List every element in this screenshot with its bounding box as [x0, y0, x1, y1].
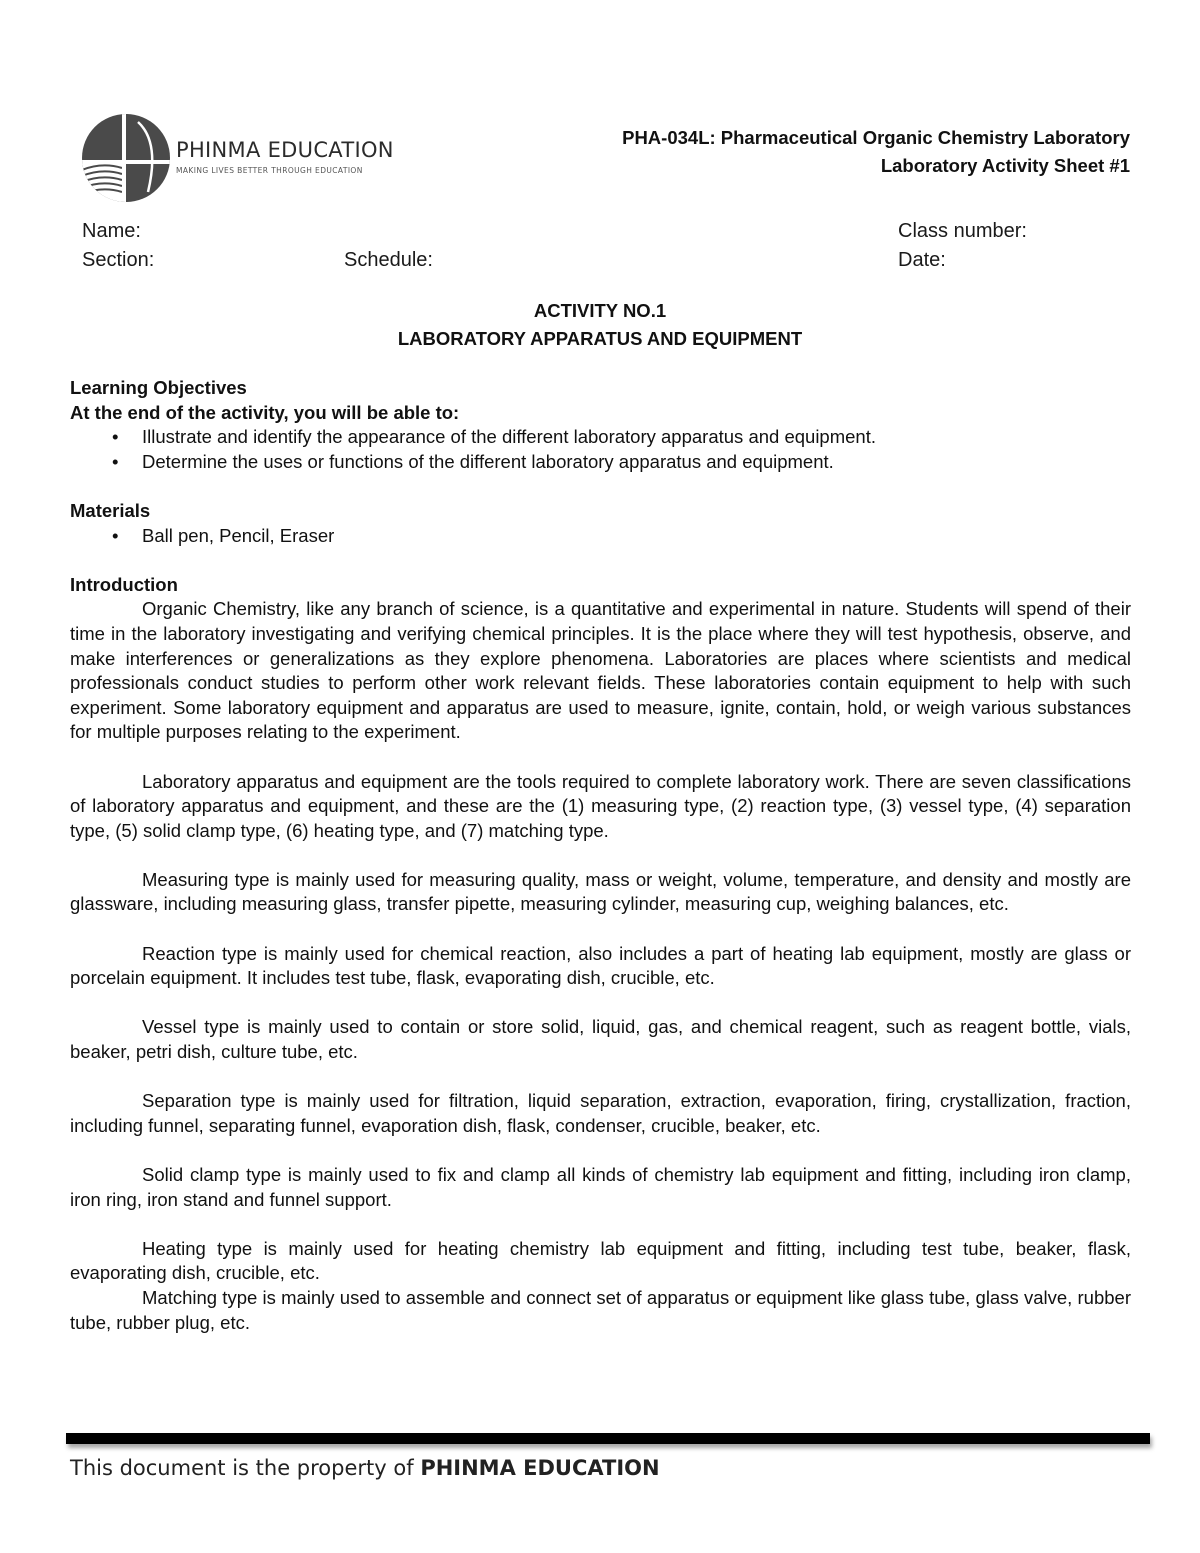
phinma-globe-icon	[78, 112, 174, 204]
intro-paragraph: Solid clamp type is mainly used to fix and clamp all kinds of chemistry lab equipment and fitting, including iron clamp, iron ring, iron stand and funnel support.	[70, 1164, 1131, 1210]
activity-title: LABORATORY APPARATUS AND EQUIPMENT	[397, 328, 803, 349]
intro-paragraph: Heating type is mainly used for heating chemistry lab equipment and fitting, including test tube, beaker, flask, evaporating dish, crucible, etc.	[70, 1237, 1131, 1284]
intro-paragraph: Vessel type is mainly used to contain or store solid, liquid, gas, and chemical reagent, such as reagent bottle, vials, beaker, petri dish, culture tube, etc.	[70, 1016, 1131, 1063]
list-item: • Determine the uses or functions of the different laboratory apparatus and equipment.	[70, 450, 1131, 475]
list-item: • Illustrate and identify the appearance of the different laboratory apparatus and equipment.	[70, 425, 1131, 450]
intro-paragraph: Laboratory apparatus and equipment are the tools required to complete laboratory work. There are seven classifications of laboratory apparatus and equipment, and these are the (1) measuring type, (2) reaction type, (3) vessel type, (4) separation type, (5) solid clamp type, (6) heating type, and (7) matching type.	[70, 770, 1131, 841]
footer-divider	[66, 1433, 1150, 1444]
section-label: Section:	[82, 249, 155, 271]
intro-paragraph: Matching type is mainly used to assemble and connect set of apparatus or equipment like glass tube, glass valve, rubber tube, rubber plug, etc.	[70, 1286, 1131, 1333]
intro-paragraph: Organic Chemistry, like any branch of science, is a quantitative and experimental in nature. Students will spend of their time in the laboratory investigating and verifying chemical principles. It is the place where they will test hypothesis, observe, and make interferences or generalizations as they explore phenomena. Laboratories are places where scientists and medical professionals conduct studies to perform other work relevant fields. These laboratories contain equipment to help with such experiment. Some laboratory equipment and apparatus are used to measure, ignite, contain, hold, or weigh various substances for multiple purposes relating to the experiment.	[70, 598, 1131, 743]
sheet-title: Laboratory Activity Sheet #1	[880, 155, 1130, 176]
intro-paragraph: Measuring type is mainly used for measuring quality, mass or weight, volume, temperature, and density and mostly are glassware, including measuring glass, transfer pipette, measuring cylinder, measuring cup, weighing balances, etc.	[70, 868, 1131, 915]
course-title: PHA-034L: Pharmaceutical Organic Chemistry Laboratory	[622, 127, 1130, 148]
schedule-label: Schedule:	[344, 249, 433, 271]
intro-paragraph: Reaction type is mainly used for chemical reaction, also includes a part of heating lab equipment, mostly are glass or porcelain equipment. It includes test tube, flask, evaporating dish, crucible, etc.	[70, 942, 1131, 989]
logo-tagline: MAKING LIVES BETTER THROUGH EDUCATION	[176, 166, 363, 175]
content-body	[70, 376, 1131, 1335]
objectives-list	[70, 425, 1131, 474]
materials-list	[70, 524, 1131, 549]
phinma-logo	[78, 112, 394, 204]
activity-number: ACTIVITY NO.1	[533, 300, 667, 321]
logo-name: PHINMA EDUCATION	[176, 138, 394, 162]
name-label: Name:	[82, 220, 141, 242]
footer	[70, 1456, 660, 1480]
footer-text: This document is the property of	[70, 1456, 414, 1480]
list-item: • Ball pen, Pencil, Eraser	[70, 524, 1131, 549]
materials-heading: Materials	[70, 499, 151, 521]
introduction-heading: Introduction	[70, 573, 178, 595]
document-header	[622, 124, 1130, 180]
date-label: Date:	[898, 249, 946, 271]
intro-paragraph: Separation type is mainly used for filtration, liquid separation, extraction, evaporation, firing, crystallization, fraction, including funnel, separating funnel, evaporation dish, flask, condenser, crucible, beaker, etc.	[70, 1090, 1131, 1136]
footer-owner: PHINMA EDUCATION	[420, 1456, 660, 1480]
class-number-label: Class number:	[898, 220, 1027, 242]
objectives-subheading: At the end of the activity, you will be able to:	[70, 401, 460, 423]
objectives-heading: Learning Objectives	[70, 377, 247, 398]
